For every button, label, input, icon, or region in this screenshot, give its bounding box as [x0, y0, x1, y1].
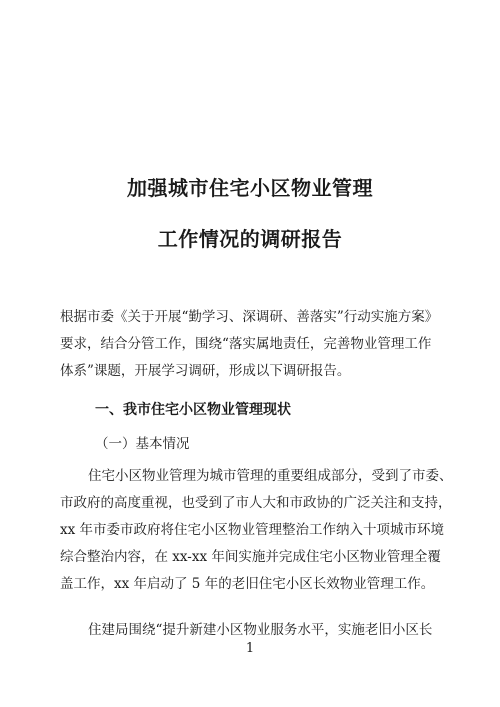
body-line: 综合整治内容，在 xx-xx 年间实施并完成住宅小区物业管理全覆 — [60, 549, 441, 565]
subsection-heading: （一）基本情况 — [95, 436, 190, 452]
document-title-line-2: 工作情况的调研报告 — [157, 227, 343, 251]
document-title-line-1: 加强城市住宅小区物业管理 — [127, 176, 373, 200]
body-line: 住宅小区物业管理为城市管理的重要组成部分，受到了市委、 — [88, 468, 453, 484]
intro-paragraph — [60, 304, 450, 385]
body-paragraph — [60, 617, 450, 644]
body-line: 住建局围绕“提升新建小区物业服务水平，实施老旧小区长 — [88, 622, 433, 638]
page-number: 1 — [245, 641, 255, 656]
body-line: 市政府的高度重视，也受到了市人大和市政协的广泛关注和支持， — [60, 495, 452, 511]
intro-line: 根据市委《关于开展“勤学习、深调研、善落实”行动实施方案》 — [60, 309, 439, 325]
body-line: xx 年市委市政府将住宅小区物业管理整治工作纳入十项城市环境 — [60, 522, 445, 538]
intro-line: 要求，结合分管工作，围绕“落实属地责任，完善物业管理工作 — [60, 336, 432, 352]
body-line: 盖工作，xx 年启动了 5 年的老旧住宅小区长效物业管理工作。 — [60, 576, 435, 592]
section-heading: 一、我市住宅小区物业管理现状 — [95, 402, 291, 418]
intro-line: 体系”课题，开展学习调研，形成以下调研报告。 — [60, 363, 351, 379]
body-paragraph — [60, 463, 453, 598]
